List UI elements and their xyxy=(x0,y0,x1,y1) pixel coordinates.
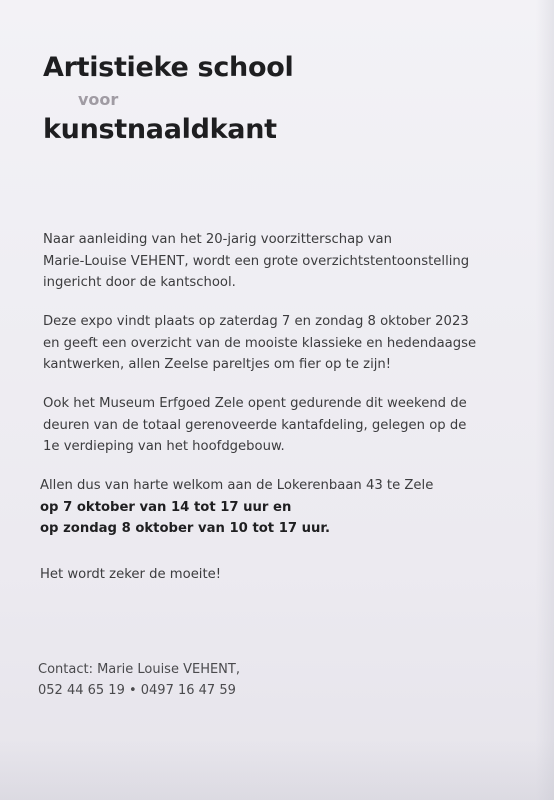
paragraph-line: kantwerken, allen Zeelse pareltjes om fier op te zijn! xyxy=(43,357,392,372)
paragraph-line: Ook het Museum Erfgoed Zele opent gedurende dit weekend de xyxy=(43,396,467,411)
opening-hours-sunday: op zondag 8 oktober van 10 tot 17 uur. xyxy=(40,521,331,536)
contact-block xyxy=(38,659,240,701)
paragraph-line: deuren van de totaal gerenoveerde kantafdeling, gelegen op de xyxy=(43,417,467,433)
paragraph-line: Deze expo vindt plaats op zaterdag 7 en zondag 8 oktober 2023 xyxy=(43,314,469,329)
paragraph-line: 1e verdieping van het hoofdgebouw. xyxy=(43,439,285,454)
paragraph-museum xyxy=(43,393,513,458)
paragraph-closing xyxy=(40,564,510,586)
paragraph-welcome xyxy=(40,475,510,540)
title-line-1: Artistieke school xyxy=(43,52,294,83)
title-line-3: kunstnaaldkant xyxy=(43,114,277,145)
paragraph-line: Naar aanleiding van het 20-jarig voorzitterschap van xyxy=(43,232,392,247)
closing-line: Het wordt zeker de moeite! xyxy=(40,567,222,582)
title-line-2: voor xyxy=(78,90,119,109)
paragraph-line: en geeft een overzicht van de mooiste klassieke en hedendaagse xyxy=(43,335,477,351)
paragraph-line: Marie-Louise VEHENT, wordt een grote overzichtstentoonstelling xyxy=(43,253,470,269)
paragraph-intro xyxy=(43,229,513,294)
paragraph-line: ingericht door de kantschool. xyxy=(43,275,236,290)
contact-name: Contact: Marie Louise VEHENT, xyxy=(38,662,240,677)
welcome-address-line: Allen dus van harte welkom aan de Lokerenbaan 43 te Zele xyxy=(40,478,434,493)
paragraph-expo xyxy=(43,311,513,376)
contact-phones: 052 44 65 19 • 0497 16 47 59 xyxy=(38,683,236,698)
opening-hours-saturday: op 7 oktober van 14 tot 17 uur en xyxy=(40,499,292,515)
